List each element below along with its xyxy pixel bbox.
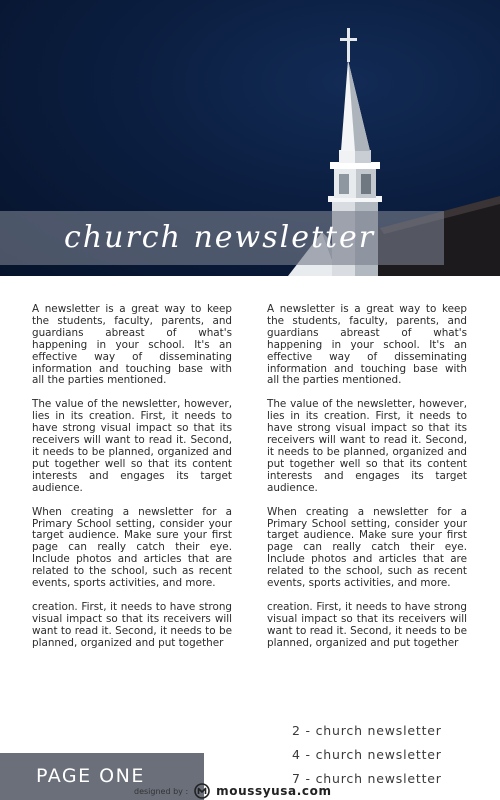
article-paragraph: creation. First, it needs to have strong visual impact so that its receivers will want to read it. Second, it needs to be planned, organized and put together [267,600,467,649]
page-label: PAGE ONE [36,765,145,787]
article-paragraph: The value of the newsletter, however, lies in its creation. First, it needs to have strong visual impact so that its receivers will want to read it. Second, it needs to be planned, organized and put together well so that its content interests and engages its target audience. [32,398,232,494]
toc-item[interactable]: 7 - church newsletter [292,771,442,786]
article-paragraph: The value of the newsletter, however, lies in its creation. First, it needs to have strong visual impact so that its receivers will want to read it. Second, it needs to be planned, organized and put together well so that its content interests and engages its target audience. [267,398,467,494]
article-paragraph: When creating a newsletter for a Primary School setting, consider your target audience. Make sure your first page can really catch their eye. Include photos and articles that are related to the school, such as recent events, sports activities, and more. [267,505,467,590]
designer-credit [134,782,332,800]
designed-by-label: designed by : [134,786,189,796]
article-paragraph: creation. First, it needs to have strong visual impact so that its receivers will want to read it. Second, it needs to be planned, organized and put together [32,600,232,649]
article-column-right [267,304,467,662]
newsletter-title: church newsletter [64,220,376,255]
article-paragraph: A newsletter is a great way to keep the students, faculty, parents, and guardians abreast of what's happening in your school. It's an effective way of disseminating information and touching base with all the parties mentioned. [267,303,467,387]
toc-item[interactable]: 4 - church newsletter [292,747,442,762]
article-paragraph: A newsletter is a great way to keep the students, faculty, parents, and guardians abreast of what's happening in your school. It's an effective way of disseminating information and touching base with all the parties mentioned. [32,303,232,387]
article-paragraph: When creating a newsletter for a Primary School setting, consider your target audience. Make sure your first page can really catch their eye. Include photos and articles that are related to the school, such as recent events, sports activities, and more. [32,505,232,590]
moussyusa-logo-icon [194,783,210,799]
brand-name[interactable]: moussyusa.com [216,784,332,798]
toc-item[interactable]: 2 - church newsletter [292,723,442,738]
article-column-left [32,304,232,662]
